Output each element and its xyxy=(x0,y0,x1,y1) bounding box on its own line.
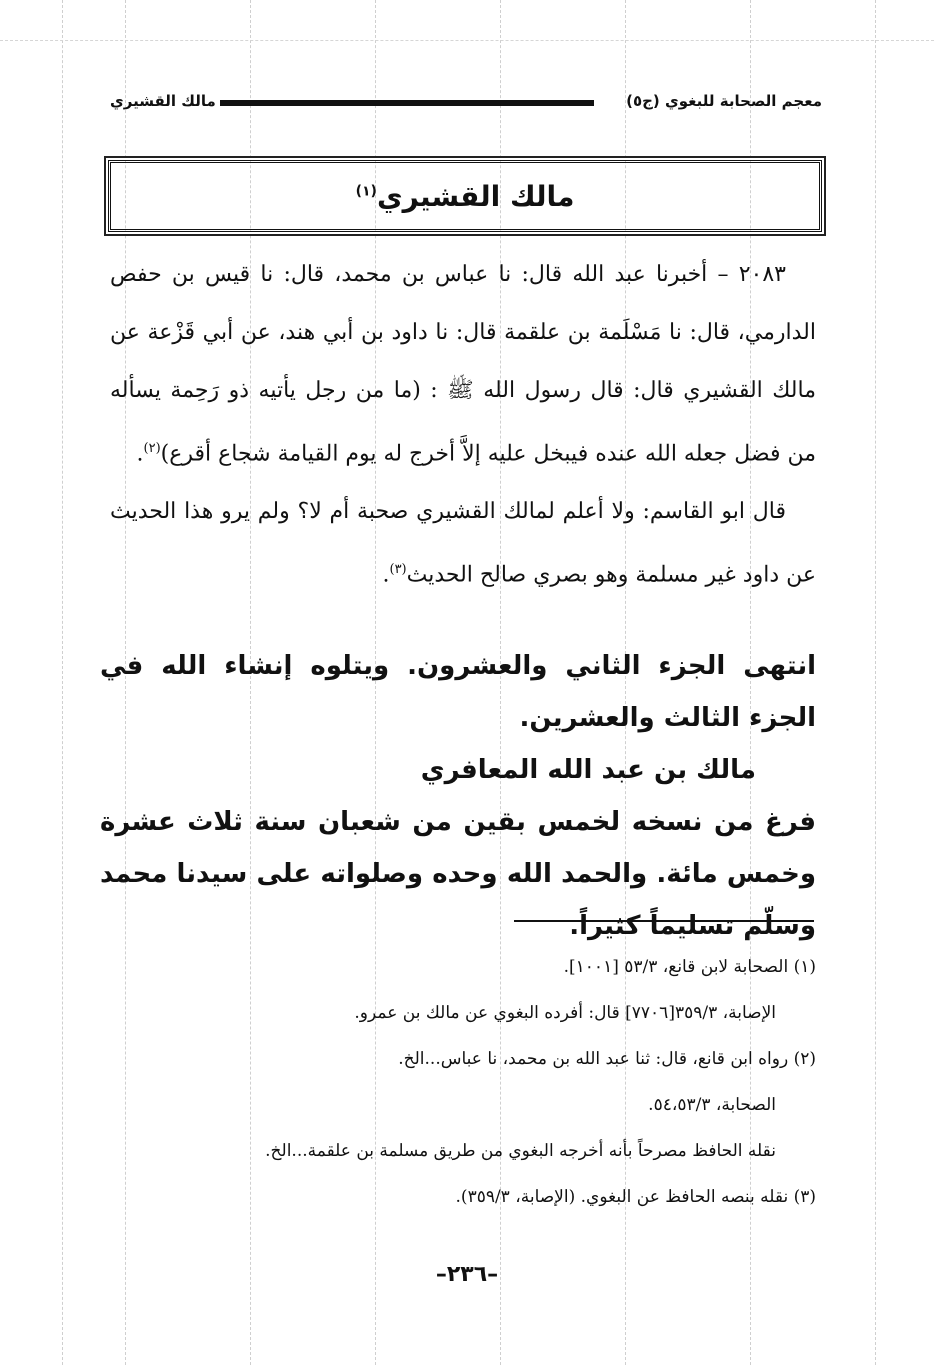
footnote-separator xyxy=(514,920,814,922)
hadith-text: ٢٠٨٣ – أخبرنا عبد الله قال: نا عباس بن محمد، قال: نا قيس بن حفص الدارمي، قال: نا مَسْلَمة بن علقمة قال: نا داود بن أبي هند، عن أبي قَزْعة عن مالك القشيري قال: قال رسول الله ﷺ : (ما من رجل يأتيه ذو رَحِمة يسأله من فضل جعله الله عنده فيبخل عليه إلاَّ أخرج له يوم القيامة شجاع أقرع) xyxy=(110,262,816,467)
scan-guide-line xyxy=(875,0,876,1365)
footnotes xyxy=(110,944,816,1220)
colophon-line: فرغ من نسخه لخمس بقين من شعبان سنة ثلاث عشرة وخمس مائة. والحمد الله وحده وصلواته على سيدنا محمد وسلّم تسليماً كثيراً. xyxy=(100,807,816,941)
footnote: (٣) نقله بنصه الحافظ عن البغوي. (الإصابة، ٣٥٩/٣). xyxy=(455,1187,816,1207)
hadith-end: . xyxy=(136,441,144,467)
scan-guide-line xyxy=(62,0,63,1365)
comment-paragraph xyxy=(110,483,816,604)
colophon-line: انتهى الجزء الثاني والعشرون. ويتلوه إنشاء الله في الجزء الثالث والعشرين. xyxy=(100,651,816,733)
colophon-scribe: مالك بن عبد الله المعافري xyxy=(420,755,756,785)
comment-footnote-ref: (٣) xyxy=(389,562,407,578)
main-text xyxy=(110,246,816,605)
footnote: (١) الصحابة لابن قانع، ٥٣/٣ [١٠٠١]. xyxy=(563,957,816,977)
footnote: (٢) رواه ابن قانع، قال: ثنا عبد الله بن محمد، نا عباس...الخ. xyxy=(398,1049,816,1069)
book-title: معجم الصحابة للبغوي (ج٥) xyxy=(626,92,822,110)
scan-guide-line xyxy=(0,40,934,41)
page-number: –٢٣٦– xyxy=(435,1262,499,1287)
comment-end: . xyxy=(382,562,390,588)
entry-title-text: مالك القشيري xyxy=(376,179,575,213)
footnote: الإصابة، ٣٥٩/٣[٧٧٠٦] قال: أفرده البغوي عن مالك بن عمرو. xyxy=(354,1003,776,1023)
entry-title-footnote-ref: (١) xyxy=(355,183,377,200)
header-rule xyxy=(220,100,594,106)
hadith-paragraph xyxy=(110,246,816,483)
entry-title xyxy=(356,180,575,213)
footnote: نقله الحافظ مصرحاً بأنه أخرجه البغوي من طريق مسلمة بن علقمة...الخ. xyxy=(265,1141,776,1161)
running-entry-name: مالك القشيري xyxy=(110,92,216,110)
running-head xyxy=(110,92,822,122)
footnote: الصحابة، ٥٤،٥٣/٣. xyxy=(648,1095,776,1115)
hadith-footnote-ref: (٢) xyxy=(143,441,161,456)
comment-text: قال ابو القاسم: ولا أعلم لمالك القشيري صحبة أم لا؟ ولم يرو هذا الحديث عن داود غير مسلمة وهو بصري صالح الحديث xyxy=(110,499,816,588)
colophon xyxy=(100,640,816,952)
entry-title-frame xyxy=(108,160,822,232)
